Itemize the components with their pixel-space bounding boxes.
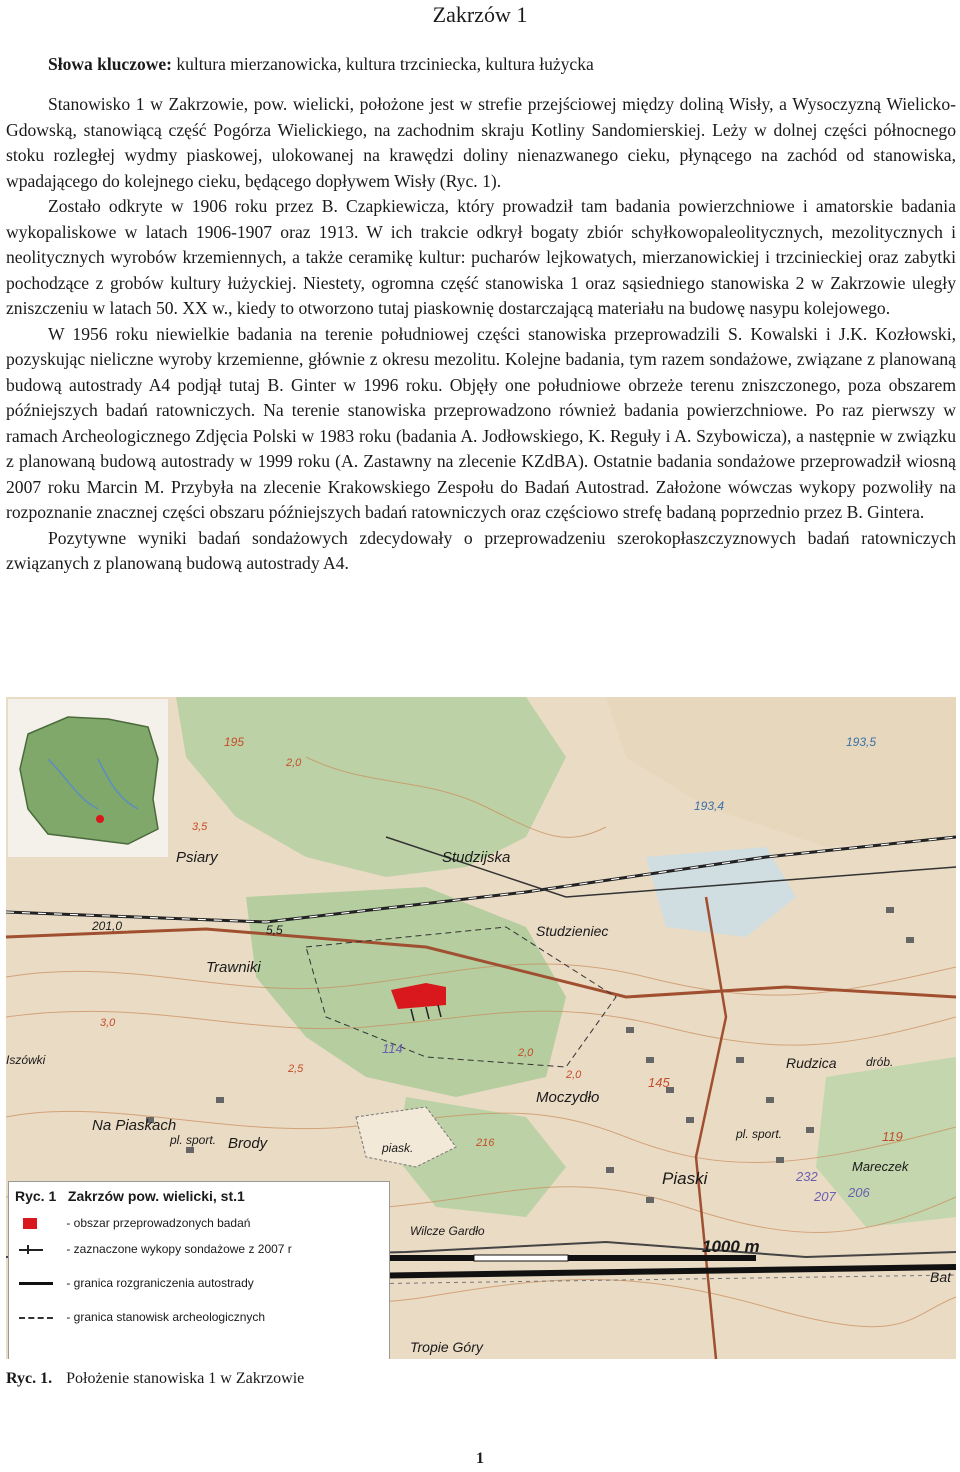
value-5-5: 5,5	[266, 923, 283, 937]
value-2-0-c: 2,0	[566, 1069, 582, 1081]
value-2-5: 2,5	[288, 1063, 304, 1075]
legend-title	[15, 1188, 245, 1204]
keywords-value: kultura mierzanowicka, kultura trzciniecka, kultura łużycka	[176, 54, 594, 74]
trench-line-icon	[15, 1244, 59, 1256]
page-title: Zakrzów 1	[432, 2, 528, 27]
scale-label: 1000 m	[702, 1237, 760, 1256]
location-marker-icon	[96, 815, 104, 823]
figure-caption	[6, 1370, 304, 1388]
value-2-0-b: 2,0	[518, 1047, 534, 1059]
value-206: 206	[848, 1185, 870, 1200]
paragraph-1: Stanowisko 1 w Zakrzowie, pow. wielicki, położone jest w strefie przejściowej między doliną Wisły, a Wysoczyzną Wielicko-Gdowską, stanowiącą część Pogórza Wielickiego, na zachodnim skraju Kotliny Sandomierskiej. Leży w dolnej części północnego stoku rozległej wydmy piaskowej, ulokowanej na krawędzi doliny nienazwanego cieku, płynącego na zachód od stanowiska, wpadającego do kolejnego cieku, będącego dopływem Wisły (Ryc. 1).	[6, 94, 956, 191]
value-3-5: 3,5	[192, 821, 208, 833]
poland-inset-map	[8, 699, 168, 857]
value-119: 119	[882, 1129, 903, 1144]
label-piaski: Piaski	[662, 1169, 708, 1188]
label-studzieniec: Studzieniec	[536, 923, 609, 939]
label-mareczek: Mareczek	[852, 1159, 909, 1174]
elevation-201-0: 201,0	[92, 919, 123, 933]
elevation-195: 195	[224, 735, 245, 749]
label-pl-sport-2: pl. sport.	[736, 1127, 783, 1141]
value-3-0: 3,0	[100, 1017, 116, 1029]
legend-item-label: - zaznaczone wykopy sondażowe z 2007 r	[66, 1242, 292, 1256]
label-trawniki: Trawniki	[206, 959, 261, 976]
elevation-193-5: 193,5	[846, 735, 877, 749]
paragraph-4: Pozytywne wyniki badań sondażowych zdecydowały o przeprowadzeniu szerokopłaszczyznowych badań ratowniczych związanych z planowaną budową autostrady A4.	[6, 527, 956, 573]
label-psiary: Psiary	[176, 849, 218, 866]
label-moczydlo: Moczydło	[536, 1089, 600, 1106]
legend-item-motorway-boundary	[15, 1276, 254, 1290]
value-216: 216	[476, 1137, 495, 1149]
label-piask: piask.	[382, 1141, 414, 1155]
site-boundary-icon	[15, 1312, 59, 1324]
legend-item-label: - obszar przeprowadzonych badań	[66, 1216, 251, 1230]
label-pl-sport-1: pl. sport.	[170, 1133, 217, 1147]
label-wilcze-gardlo: Wilcze Gardło	[410, 1224, 485, 1238]
label-rudzica: Rudzica	[786, 1055, 837, 1071]
legend-title-text: Zakrzów pow. wielicki, st.1	[67, 1188, 245, 1204]
red-area-icon	[15, 1218, 59, 1230]
legend-item-label: - granica rozgraniczenia autostrady	[66, 1276, 254, 1290]
legend-item-site-boundary	[15, 1310, 265, 1324]
label-studzijska: Studzijska	[442, 849, 511, 866]
value-2-0-a: 2,0	[286, 757, 302, 769]
body-text	[6, 92, 956, 577]
legend-item-trenches	[15, 1242, 292, 1256]
label-brody: Brody	[228, 1135, 268, 1152]
legend-fig-label: Ryc. 1	[15, 1188, 57, 1204]
legend-item-label: - granica stanowisk archeologicznych	[66, 1310, 266, 1324]
legend-item-research-area	[15, 1216, 250, 1230]
caption-text: Położenie stanowiska 1 w Zakrzowie	[66, 1370, 305, 1387]
label-bat: Bat	[930, 1269, 952, 1285]
caption-label: Ryc. 1.	[6, 1370, 53, 1387]
value-232: 232	[796, 1169, 818, 1184]
label-drob: drób.	[866, 1055, 894, 1069]
value-114: 114	[382, 1041, 403, 1056]
page-number: 1	[476, 1450, 484, 1467]
map-legend	[8, 1181, 390, 1359]
label-na-piaskach: Na Piaskach	[92, 1117, 177, 1134]
label-iszowki: Iszówki	[6, 1053, 46, 1067]
paragraph-3: W 1956 roku niewielkie badania na terenie południowej części stanowiska przeprowadzili S. Kowalski i J.K. Kozłowski, pozyskując nieliczne wyroby krzemienne, głównie z okresu mezolitu. Kolejne badania, tym razem sondażowe, związane z planowaną budową autostrady A4 podjął tutaj B. Ginter w 1996 roku. Objęły one południowe obrzeże terenu zniszczonego, poza obszarem późniejszych badań ratowniczych. Na terenie stanowiska przeprowadzono również badania powierzchniowe. Po raz pierwszy w ramach Archeologicznego Zdjęcia Polski w 1983 roku (badania A. Jodłowskiego, K. Reguły i A. Szybowicza), a następnie w związku z planowaną budową autostrady w 1999 roku (A. Zastawny na zlecenie KZdBA). Ostatnie badania sondażowe przeprowadził wiosną 2007 roku Marcin M. Przybyła na zlecenie Krakowskiego Zespołu do Badań Autostrad. Założone wówczas wykopy pozwoliły na rozpoznanie znacznej części obszaru późniejszych badań ratowniczych oraz częściowo strefę badaną poprzednio przez B. Gintera.	[6, 323, 956, 522]
motorway-line-icon	[15, 1278, 59, 1290]
keywords-label: Słowa kluczowe:	[48, 54, 172, 74]
value-145: 145	[648, 1075, 670, 1090]
location-map	[6, 697, 956, 1359]
value-207: 207	[814, 1189, 836, 1204]
label-tropie-gory: Tropie Góry	[410, 1339, 483, 1355]
keywords-line	[48, 54, 594, 75]
elevation-193-4: 193,4	[694, 799, 725, 813]
paragraph-2: Zostało odkryte w 1906 roku przez B. Czapkiewicza, który prowadził tam badania powierzchniowe i amatorskie badania wykopaliskowe w latach 1906-1907 oraz 1913. W ich trakcie odkrył bogaty zbiór schyłkowopaleolitycznych, mezolitycznych i neolitycznych wyrobów krzemiennych, a także ceramikę kultur: pucharów lejkowatych, mierzanowickiej i trzcinieckiej oraz zabytki pochodzące z grobów kultury łużyckiej. Niestety, ogromna część stanowiska 1 oraz sąsiedniego stanowiska 2 w Zakrzowie uległy zniszczeniu w latach 50. XX w., kiedy to otworzono tutaj piaskownię dostarczającą materiału na budowę nasypu kolejowego.	[6, 196, 956, 318]
